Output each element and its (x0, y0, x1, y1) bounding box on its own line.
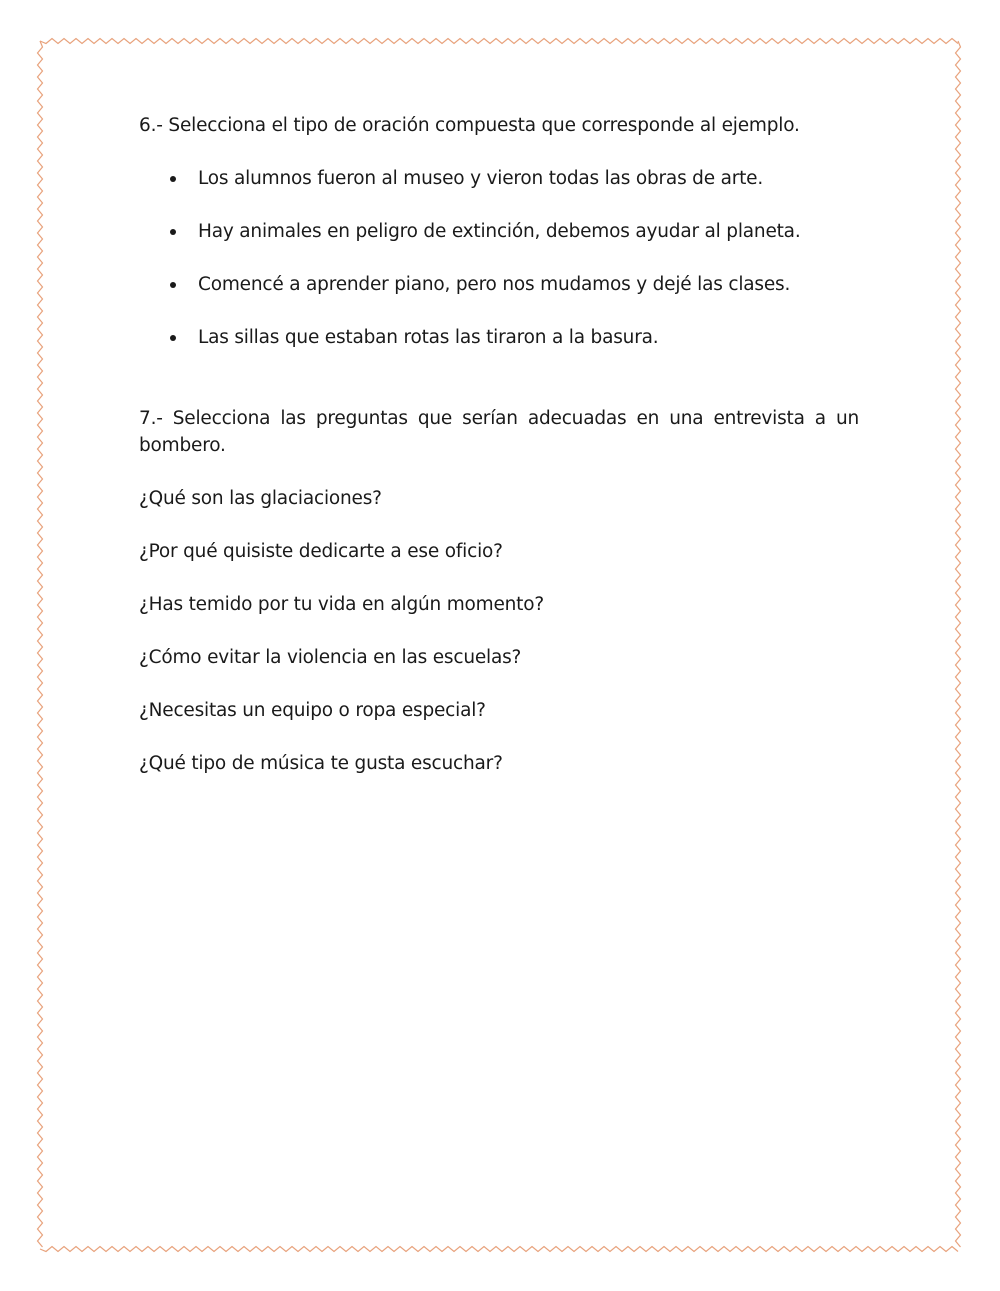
interview-question-option[interactable]: ¿Por qué quisiste dedicarte a ese oficio? (139, 541, 503, 562)
example-sentence[interactable] (139, 324, 859, 351)
question-6-heading: 6.- Selecciona el tipo de oración compuesta que corresponde al ejemplo. (139, 115, 800, 136)
example-sentence[interactable] (139, 165, 859, 192)
bullet-icon (170, 335, 176, 341)
bullet-icon (170, 176, 176, 182)
worksheet-content (139, 112, 859, 803)
interview-question-option[interactable]: ¿Necesitas un equipo o ropa especial? (139, 700, 486, 721)
question-7-heading: 7.- Selecciona las preguntas que serían adecuadas en una entrevista a un bombero. (139, 408, 859, 456)
example-sentence[interactable] (139, 271, 859, 298)
example-sentence-text: Comencé a aprender piano, pero nos mudamos y dejé las clases. (198, 274, 791, 295)
example-sentence-text: Las sillas que estaban rotas las tiraron a la basura. (198, 327, 659, 348)
interview-question-option[interactable]: ¿Qué son las glaciaciones? (139, 488, 382, 509)
example-sentence-text: Los alumnos fueron al museo y vieron todas las obras de arte. (198, 168, 764, 189)
question-6-examples (139, 165, 859, 351)
bullet-icon (170, 229, 176, 235)
example-sentence-text: Hay animales en peligro de extinción, debemos ayudar al planeta. (198, 221, 801, 242)
interview-question-option[interactable]: ¿Has temido por tu vida en algún momento? (139, 594, 544, 615)
interview-question-option[interactable]: ¿Cómo evitar la violencia en las escuelas? (139, 647, 522, 668)
interview-question-option[interactable]: ¿Qué tipo de música te gusta escuchar? (139, 753, 503, 774)
example-sentence[interactable] (139, 218, 859, 245)
bullet-icon (170, 282, 176, 288)
question-7-options (139, 485, 859, 777)
